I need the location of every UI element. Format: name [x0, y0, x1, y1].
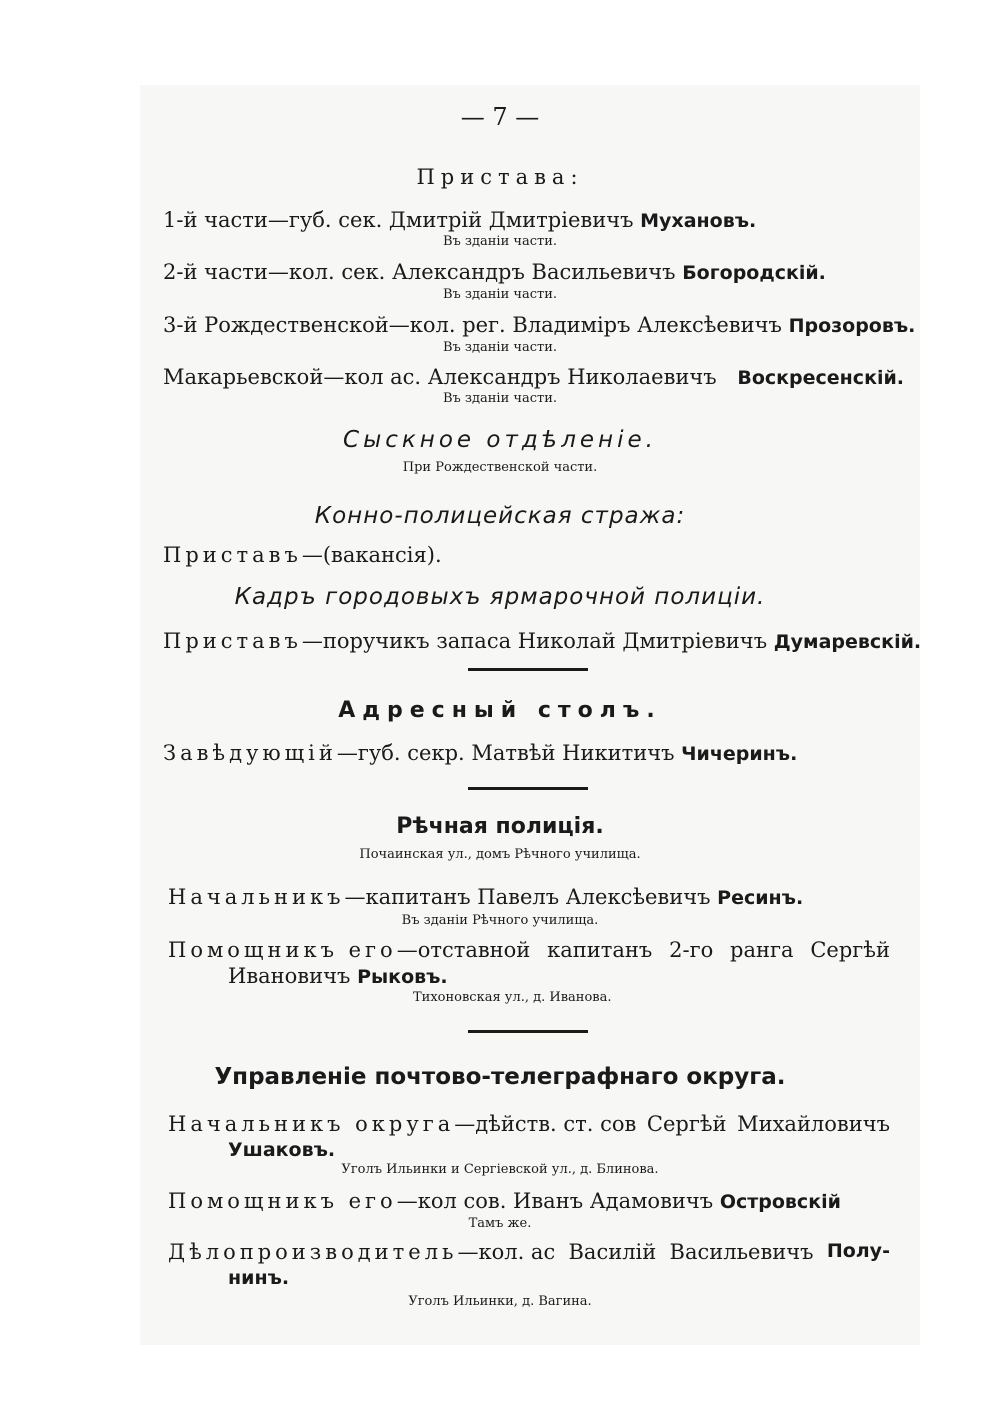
upravlenie-clerk — [168, 1240, 890, 1264]
entry-address: Въ зданіи части. — [442, 391, 558, 406]
entry-name: Рыковъ. — [357, 966, 448, 988]
entry-address: Уголъ Ильинки и Сергіевской ул., д. Блинова. — [341, 1162, 659, 1177]
entry-label: Начальникъ округа — [168, 1112, 455, 1136]
entry-text: —(вакансія). — [301, 543, 442, 567]
entry-word: Василій — [568, 1240, 657, 1264]
entry-name: Воскресенскій. — [737, 367, 905, 389]
entry-text: 1-й части—губ. сек. Дмитрій Дмитріевичъ — [163, 208, 634, 232]
entry-name: Богородскій. — [682, 262, 826, 284]
pristava-entry-1 — [163, 208, 756, 232]
entry-address: Въ зданіи части. — [442, 340, 558, 355]
adresny-title: Адресный столъ. — [338, 698, 662, 723]
entry-text: —кол сов. Иванъ Адамовичъ — [396, 1189, 714, 1213]
pristava-entry-4 — [163, 365, 904, 389]
entry-text: Макарьевской—кол ас. Александръ Николаевичъ — [163, 365, 717, 389]
rechnaya-assistant — [168, 938, 890, 962]
divider — [468, 668, 588, 671]
kadr-title: Кадръ городовыхъ ярмарочной полиціи. — [234, 584, 766, 610]
entry-name: Мухановъ. — [640, 210, 757, 232]
entry-name: Ресинъ. — [717, 887, 804, 909]
entry-name: Прозоровъ. — [788, 315, 916, 337]
divider — [468, 1030, 588, 1033]
rechnaya-chief — [168, 885, 803, 909]
entry-address: Въ зданіи части. — [442, 234, 558, 249]
entry-word: Васильевичъ — [669, 1240, 814, 1264]
entry-text: —поручикъ запаса Николай Дмитріевичъ — [301, 629, 768, 653]
upravlenie-title: Управленіе почтово-телеграфнаго округа. — [214, 1064, 786, 1090]
entry-name: Думаревскій. — [773, 631, 922, 653]
entry-name: Островскій — [719, 1191, 841, 1213]
sysknoe-title: Сыскное отдѣленіе. — [343, 427, 657, 453]
entry-address: Тамъ же. — [468, 1216, 532, 1231]
entry-text: 2-й части—кол. сек. Александръ Васильевичъ — [163, 260, 676, 284]
entry-address: Тихоновская ул., д. Иванова. — [413, 990, 612, 1005]
entry-word: —дѣйств. ст. сов — [454, 1112, 637, 1136]
entry-label: Завѣдующій — [163, 741, 337, 765]
entry-label: Начальникъ — [168, 885, 345, 909]
rechnaya-title: Рѣчная полиція. — [396, 814, 604, 839]
kadr-entry — [163, 629, 921, 653]
entry-word: Михайловичъ — [737, 1112, 890, 1136]
entry-label: Помощникъ его — [168, 1189, 397, 1213]
entry-label: Дѣлопроизводитель — [168, 1240, 458, 1264]
upravlenie-assistant — [168, 1189, 841, 1213]
entry-word: капитанъ — [547, 938, 653, 962]
konno-entry — [163, 543, 442, 567]
adresny-entry — [163, 741, 797, 765]
entry-word: ранга — [730, 938, 794, 962]
upravlenie-chief — [168, 1112, 890, 1136]
pristava-entry-3 — [163, 313, 915, 337]
entry-address: Въ зданіи Рѣчного училища. — [401, 913, 599, 928]
entry-word: —отставной — [396, 938, 531, 962]
entry-name: Полу- — [826, 1240, 890, 1262]
entry-text: —капитанъ Павелъ Алексѣевичъ — [344, 885, 711, 909]
rechnaya-assistant-line2 — [228, 964, 448, 988]
rechnaya-address: Почаинская ул., домъ Рѣчного училища. — [359, 847, 641, 862]
entry-label: Приставъ — [163, 543, 302, 567]
entry-text: 3-й Рождественской—кол. рег. Владиміръ Алексѣевичъ — [163, 313, 782, 337]
entry-text: Ивановичъ — [228, 964, 351, 988]
entry-word: 2-го — [669, 938, 714, 962]
page-number: — 7 — — [460, 103, 540, 131]
entry-word: Сергѣй — [810, 938, 890, 962]
entry-text: —губ. секр. Матвѣй Никитичъ — [336, 741, 675, 765]
entry-name: Ушаковъ. — [228, 1139, 336, 1161]
entry-name: нинъ. — [228, 1267, 290, 1289]
entry-word: —кол. ас — [457, 1240, 556, 1264]
entry-label: Помощникъ его — [168, 938, 397, 962]
divider — [468, 787, 588, 790]
entry-word: Сергѣй — [646, 1112, 727, 1136]
entry-name: Чичеринъ. — [681, 743, 798, 765]
konno-title: Конно-полицейская стража: — [314, 503, 686, 529]
entry-address: Въ зданіи части. — [442, 287, 558, 302]
entry-label: Приставъ — [163, 629, 302, 653]
sysknoe-note: При Рождественской части. — [402, 460, 598, 475]
pristava-heading: Пристава: — [416, 165, 584, 189]
entry-address: Уголъ Ильинки, д. Вагина. — [408, 1294, 592, 1309]
pristava-entry-2 — [163, 260, 826, 284]
